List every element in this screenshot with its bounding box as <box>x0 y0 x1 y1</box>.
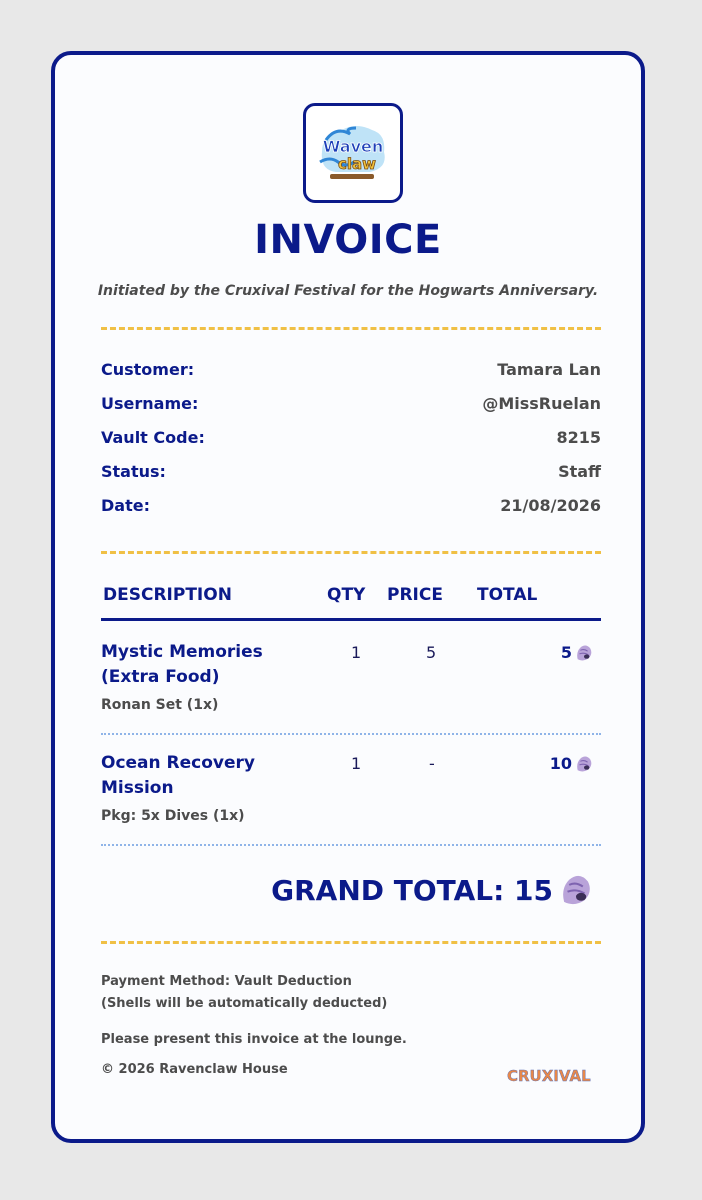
item-detail: Pkg: 5x Dives (1x) <box>101 808 245 824</box>
info-value: @MissRuelan <box>482 393 601 413</box>
logo-text-claw: claw <box>337 155 377 173</box>
item-detail: Ronan Set (1x) <box>101 697 219 713</box>
info-value: 21/08/2026 <box>500 495 601 515</box>
invoice-subtitle: Initiated by the Cruxival Festival for the Hogwarts Anniversary. <box>97 283 599 299</box>
item-qty: 1 <box>351 643 362 662</box>
instruction-text: Please present this invoice at the lounge. <box>101 1032 407 1047</box>
grand-total-label: GRAND TOTAL: 15 <box>271 873 553 907</box>
item-qty: 1 <box>351 754 362 773</box>
item-total <box>550 754 593 773</box>
info-row-username <box>101 391 601 415</box>
info-label: Date: <box>101 495 150 515</box>
info-label: Username: <box>101 393 199 413</box>
item-total-value: 10 <box>549 754 572 773</box>
shell-icon <box>559 873 593 907</box>
cruxival-logo-icon <box>507 1061 595 1087</box>
column-header-description: DESCRIPTION <box>103 585 232 605</box>
info-row-customer <box>101 357 601 381</box>
logo-text-waven: Waven <box>322 137 384 156</box>
item-price: 5 <box>426 643 437 662</box>
divider-dashed <box>101 327 601 330</box>
info-label: Vault Code: <box>101 427 205 447</box>
cruxival-logo <box>507 1061 595 1091</box>
payment-method: Payment Method: Vault Deduction <box>101 974 352 989</box>
row-divider <box>101 844 601 846</box>
row-divider <box>101 733 601 735</box>
info-row-status <box>101 459 601 483</box>
info-row-vault-code <box>101 425 601 449</box>
item-total-value: 5 <box>560 643 572 662</box>
brand-logo-text: CRUXIVAL <box>507 1067 591 1085</box>
shell-icon <box>575 755 593 773</box>
item-name: Mystic Memories (Extra Food) <box>101 642 263 687</box>
info-label: Status: <box>101 461 166 481</box>
invoice-card <box>51 51 645 1143</box>
divider-dashed <box>101 551 601 554</box>
info-label: Customer: <box>101 359 195 379</box>
divider-dashed <box>101 941 601 944</box>
info-value: Tamara Lan <box>497 359 601 379</box>
column-header-total: TOTAL <box>477 585 538 605</box>
payment-note: (Shells will be automatically deducted) <box>101 996 388 1011</box>
house-logo <box>303 103 403 203</box>
copyright: © 2026 Ravenclaw House <box>101 1062 288 1077</box>
table-header-rule <box>101 618 601 621</box>
info-row-date <box>101 493 601 517</box>
info-value: Staff <box>558 461 601 481</box>
grand-total <box>271 873 593 907</box>
invoice-title: INVOICE <box>254 217 442 263</box>
info-value: 8215 <box>556 427 601 447</box>
item-name: Ocean Recovery Mission <box>101 753 256 798</box>
item-price: - <box>429 754 435 773</box>
column-header-qty: QTY <box>327 585 366 605</box>
wavenclaw-logo-icon <box>316 122 390 184</box>
column-header-price: PRICE <box>387 585 443 605</box>
item-total <box>561 643 593 662</box>
shell-icon <box>575 644 593 662</box>
